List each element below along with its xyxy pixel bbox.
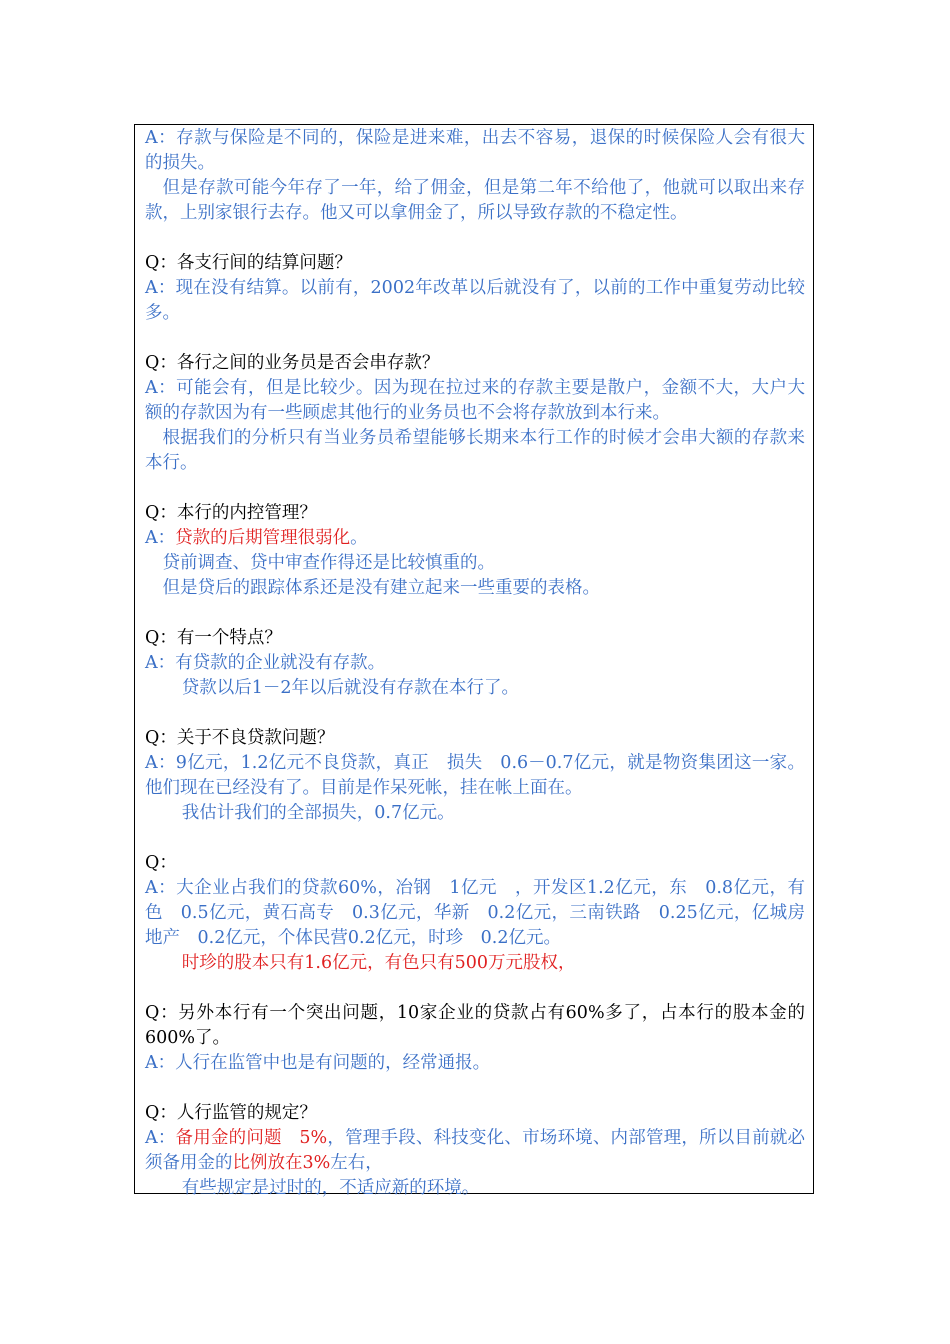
answer-line: A：人行在监管中也是有问题的，经常通报。 [145,1053,491,1073]
answer-line: 贷前调查、贷中审查作得还是比较慎重的。 [162,553,495,573]
answer-line [145,1126,805,1176]
question-line: Q：人行监管的规定？ [145,1103,317,1123]
answer-line: A：大企业占我们的贷款60%，冶钢 1亿元 ，开发区1.2亿元，东 0.8亿元，有色 0.5亿元，黄石高专 0.3亿元，华新 0.2亿元，三南铁路 0.25亿元，亿城房地产 0.2亿元，个体民营0.2亿元，时珍 0.2亿元。 [145,878,805,948]
highlight-text: 贷款的后期管理很弱化 [175,528,351,548]
answer-line: 贷款以后1－2年以后就没有存款在本行了。 [181,678,520,698]
question-line: Q：关于不良贷款问题？ [145,728,335,748]
answer-mid: ，管理手段、科技变化、市场环境、内部管理，所以目前就必须备用金的 [145,1128,806,1173]
answer-line: 我估计我们的全部损失，0.7亿元。 [181,803,455,823]
answer-suffix: 左右， [330,1153,383,1173]
answer-line: 有些规定是过时的，不适应新的环境。 [181,1178,480,1198]
question-line: Q：有一个特点？ [145,628,282,648]
question-line: Q： [145,853,177,873]
question-line: Q：本行的内控管理？ [145,503,317,523]
answer-line: 但是贷后的跟踪体系还是没有建立起来一些重要的表格。 [162,578,600,598]
answer-line: A：有贷款的企业就没有存款。 [145,653,386,673]
qa-content [145,126,805,1201]
answer-prefix: A： [145,1128,176,1148]
answer-line: A：存款与保险是不同的，保险是进来难，出去不容易，退保的时候保险人会有很大的损失。 [145,128,805,173]
answer-line: A：现在没有结算。以前有，2002年改革以后就没有了，以前的工作中重复劳动比较多。 [145,278,805,323]
answer-line: 根据我们的分析只有当业务员希望能够长期来本行工作的时候才会串大额的存款来本行。 [145,428,805,473]
answer-line: 但是存款可能今年存了一年，给了佣金，但是第二年不给他了，他就可以取出来存款，上别家银行去存。他又可以拿佣金了，所以导致存款的不稳定性。 [145,178,805,223]
document-frame [134,124,814,1198]
question-line: Q：各行之间的业务员是否会串存款？ [145,353,440,373]
answer-line [145,526,805,551]
answer-line: A：可能会有，但是比较少。因为现在拉过来的存款主要是散户，金额不大，大户大额的存款因为有一些顾虑其他行的业务员也不会将存款放到本行来。 [145,378,805,423]
answer-suffix: 。 [350,528,368,548]
highlight-text: 备用金的问题 5% [175,1128,328,1148]
question-line: Q：另外本行有一个突出问题，10家企业的贷款占有60%多了，占本行的股本金的600%了。 [145,1003,805,1048]
highlight-line: 时珍的股本只有1.6亿元，有色只有500万元股权， [181,953,576,973]
highlight-text: 比例放在3% [232,1153,331,1173]
question-line: Q：各支行间的结算问题？ [145,253,352,273]
answer-prefix: A： [145,528,176,548]
answer-line: A：9亿元，1.2亿元不良贷款，真正 损失 0.6－0.7亿元，就是物资集团这一家。他们现在已经没有了。目前是作呆死帐，挂在帐上面在。 [145,753,805,798]
